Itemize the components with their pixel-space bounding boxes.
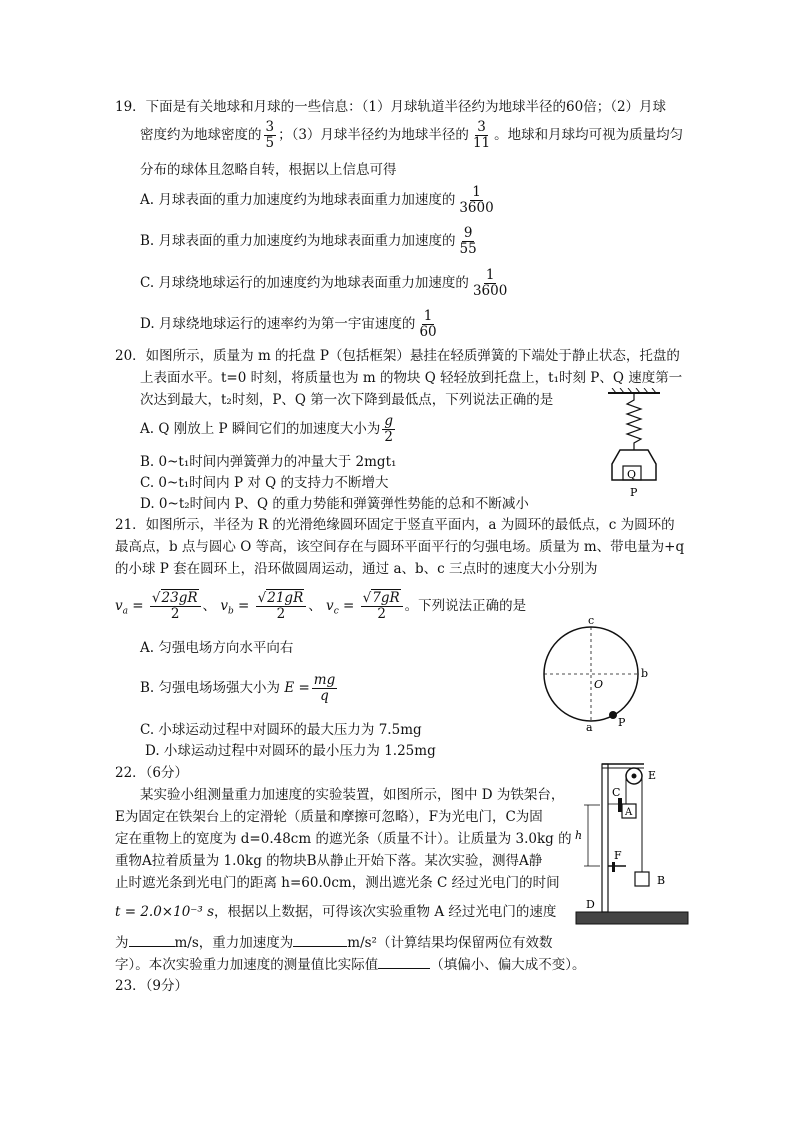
q22-line3: 定在重物上的宽度为 d=0.48cm 的遮光条（质量不计）。让质量为 3.0kg 的 [115,831,572,847]
spring-tray-figure [600,388,670,500]
q20-stem-line1: 20．如图所示，质量为 m 的托盘 P（包括框架）悬挂在轻质弹簧的下端处于静止状态，托盘的 [115,348,680,364]
label-b: b [641,667,649,680]
q20-option-b: B. 0~t₁时间内弹簧弹力的冲量大于 2mgt₁ [140,454,397,470]
label-h: h [575,829,583,842]
label-a: a [586,721,593,732]
q19-option-a: A. 月球表面的重力加速度约为地球表面重力加速度的 $\frac{1}{3600}$ [140,184,494,216]
label-P: P [630,486,638,499]
q21-option-a: A. 匀强电场方向水平向右 [140,640,294,656]
label-O: O [594,678,604,691]
q22-line4: 重物A拉着质量为 1.0kg 的物块B从静止开始下落。某次实验，测得A静 [115,853,543,869]
q19-option-d: D. 月球绕地球运行的速率约为第一宇宙速度的 $\frac{1}{60}$ [140,308,437,340]
q22-line7: 为 m/s，重力加速度为 m/s²（计算结果均保留两位有效数 [115,932,552,953]
apparatus-figure [572,760,690,928]
answer-blank-error[interactable] [378,954,430,969]
q20-stem-line2: 上表面水平。t=0 时刻，将质量也为 m 的物块 Q 轻轻放到托盘上，t₁时刻 P、Q 速度第一 [140,370,683,386]
q23-heading: 23．（9分） [115,978,189,994]
q21-stem-line3: 的小球 P 套在圆环上，沿环做圆周运动，通过 a、b、c 三点时的速度大小分别为 [115,561,598,577]
q21-stem-line1: 21．如图所示，半径为 R 的光滑绝缘圆环固定于竖直平面内，a 为圆环的最低点，c 为圆环的 [115,517,675,533]
q22-line5: 止时遮光条到光电门的距离 h=60.0cm，测出遮光条 C 经过光电门的时间 [115,875,560,891]
label-D: D [586,898,595,911]
q22-line1: 某实验小组测量重力加速度的实验装置，如图所示，图中 D 为铁架台， [140,787,565,803]
q21-option-c: C. 小球运动过程中对圆环的最大压力为 7.5mg [140,722,422,738]
label-c: c [588,614,595,627]
answer-blank-gravity[interactable] [293,932,347,947]
q20-option-a: A. Q 刚放上 P 瞬间它们的加速度大小为 $\frac{g}{2}$ [140,413,394,445]
ring-figure [536,614,656,732]
label-Q: Q [627,468,637,481]
q22-line8: 字）。本次实验重力加速度的测量值比实际值 （填偏小、偏大成不变）。 [115,954,586,975]
label-P: P [618,716,626,729]
q20-stem-line3: 次达到最大，t₂时刻，P、Q 第一次下降到最低点，下列说法正确的是 [140,392,554,408]
q19-stem-line1: 19．下面是有关地球和月球的一些信息：（1）月球轨道半径约为地球半径的60倍；（2）月球 [115,99,667,115]
label-B: B [657,874,666,887]
q22-heading: 22．（6分） [115,765,189,781]
q21-velocity-formula: $v_a$ = $\frac{√23gR}{2}$ 、 $v_b$ = $\frac{√21gR}{2}$ 、 $v_c$ = $\frac{√7gR}{2}$ 。下列说法正确的是 [115,590,527,622]
q19-option-b: B. 月球表面的重力加速度约为地球表面重力加速度的 $\frac{9}{55}$ [140,225,477,257]
answer-blank-velocity[interactable] [129,932,175,947]
q19-option-c: C. 月球绕地球运行的加速度约为地球表面重力加速度的 $\frac{1}{3600}$ [140,267,508,299]
q19-stem-line3: 分布的球体且忽略自转，根据以上信息可得 [140,162,397,178]
q21-stem-line2: 最高点，b 点与圆心 O 等高，该空间存在与圆环平面平行的匀强电场。质量为 m、带电量为+q [115,539,685,555]
label-C: C [612,786,621,799]
q21-option-d: D. 小球运动过程中对圆环的最小压力为 1.25mg [145,743,436,759]
q22-line2: E为固定在铁架台上的定滑轮（质量和摩擦可忽略），F为光电门，C为固 [115,809,543,825]
q21-option-b: B. 匀强电场场强大小为 E = $\frac{mg}{q}$ [140,672,336,704]
label-A: A [625,807,633,818]
fraction: $\frac{3}{5}$ [265,119,275,151]
label-F: F [614,849,622,862]
q19-stem-line2: 密度约为地球密度的 $\frac{3}{5}$ ；（3）月球半径约为地球半径的 $\frac{3}{11}$ 。地球和月球均可视为质量均匀 [140,119,684,151]
q22-line6: t = 2.0×10⁻³ s，根据以上数据，可得该次实验重物 A 经过光电门的速度 [115,904,557,920]
fraction: $\frac{3}{11}$ [472,119,491,151]
q20-option-d: D. 0~t₂时间内 P、Q 的重力势能和弹簧弹性势能的总和不断减小 [140,496,529,512]
label-E: E [648,769,657,782]
q20-option-c: C. 0~t₁时间内 P 对 Q 的支持力不断增大 [140,475,389,491]
